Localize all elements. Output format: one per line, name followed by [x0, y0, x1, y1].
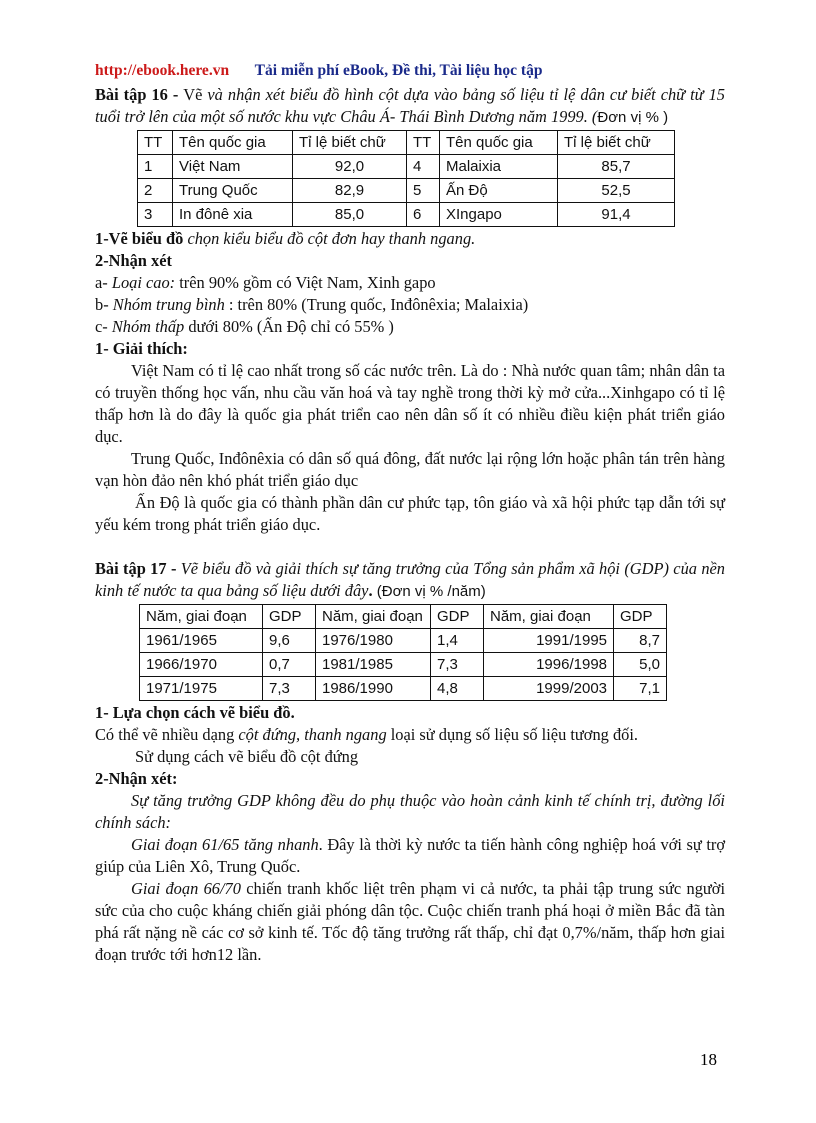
table-cell: Việt Nam — [173, 155, 293, 179]
ex17-prompt-text: Vẽ biểu đồ và giải thích sự tăng trưởng của Tổng sản phẩm xã hội (GDP) của nền kinh tế nước ta qua bảng số liệu dưới đây — [95, 559, 725, 600]
ex16-step2-label: 2-Nhận xét — [95, 251, 172, 270]
table-cell: 1,4 — [431, 629, 484, 653]
header-cell: Năm, giai đoạn — [140, 605, 263, 629]
table-row — [140, 653, 667, 677]
table-cell: 1996/1998 — [484, 653, 614, 677]
ex16-unit: Đơn vị % ) — [597, 109, 669, 126]
table-cell: 7,1 — [614, 677, 667, 701]
table-cell: 5,0 — [614, 653, 667, 677]
ex16-prompt — [95, 84, 725, 129]
ex17-paragraph: Sự tăng trưởng GDP không đều do phụ thuộc vào hoàn cảnh kinh tế chính trị, đường lối chính sách: — [95, 791, 725, 832]
item-text: dưới 80% (Ấn Độ chỉ có 55% ) — [184, 317, 394, 336]
header-cell: GDP — [614, 605, 667, 629]
text-span: Có thể vẽ nhiều dạng — [95, 725, 239, 744]
header-cell: Tên quốc gia — [173, 131, 293, 155]
ex16-prompt-text: và nhận xét biểu đồ hình cột dựa vào bảng số liệu tỉ lệ dân cư biết chữ từ 15 tuổi trở lên của một số nước khu vực Châu Á- Thái Bình Dương năm 1999. ( — [95, 85, 725, 126]
item-prefix: b- — [95, 295, 113, 314]
ex17-step1-line2: Sử dụng cách vẽ biểu đồ cột đứng — [135, 747, 359, 766]
item-prefix: a- — [95, 273, 112, 292]
ex16-paragraph: Trung Quốc, Inđônêxia có dân số quá đông, đất nước lại rộng lớn hoặc phân tán trên hàng vạn hòn đảo nên khó phát triển giáo dục — [95, 449, 725, 490]
ex16-paragraph: Việt Nam có tỉ lệ cao nhất trong số các nước trên. Là do : Nhà nước quan tâm; nhân dân ta có truyền thống học vấn, nhu cầu văn hoá và tay nghề trong thời kỳ mở cửa...Xinhgapo có tỉ lệ thấp hơn là do đây là quốc gia phát triển cao nên dân số ít có nhiều điều kiện phát triển giáo dục. — [95, 361, 725, 446]
header-title: Tải miễn phí eBook, Đề thi, Tài liệu học tập — [254, 62, 543, 79]
literacy-table — [137, 130, 675, 227]
table-cell: 85,7 — [558, 155, 675, 179]
table-cell: 82,9 — [293, 179, 407, 203]
table-cell: 3 — [138, 203, 173, 227]
table-cell: 1976/1980 — [316, 629, 431, 653]
table-cell: 1966/1970 — [140, 653, 263, 677]
ex16-item-a — [95, 272, 725, 294]
text-span: chiến tranh khốc liệt trên phạm vi cả nước, ta phải tập trung sức người sức của cho cuộc kháng chiến giải phóng dân tộc. Cuộc chiến tranh phá hoại ở miền Bắc đã tàn phá rất nặng nề các cơ sở kinh tế. Tốc độ tăng trưởng rất thấp, chỉ đạt 0,7%/năm, thấp hơn giai đoạn trước tới hơn12 lần. — [95, 879, 726, 964]
table-cell: 4 — [407, 155, 440, 179]
table-cell: 0,7 — [263, 653, 316, 677]
ex17-dot: . — [368, 581, 373, 600]
ex16-step1-label: 1-Vẽ biểu đồ — [95, 229, 184, 248]
ex16-step3-label: 1- Giải thích: — [95, 339, 188, 358]
ex16-dash: - — [167, 85, 184, 104]
table-cell: Malaixia — [440, 155, 558, 179]
item-text: : trên 80% (Trung quốc, Inđônêxia; Malaixia) — [224, 295, 529, 314]
table-cell: 91,4 — [558, 203, 675, 227]
header-cell: GDP — [263, 605, 316, 629]
header-cell: TT — [138, 131, 173, 155]
text-italic: Giai đoạn 61/65 tăng nhanh — [131, 835, 319, 854]
ex16-verb: Vẽ — [183, 85, 208, 104]
table-row — [138, 179, 675, 203]
header-cell: Năm, giai đoạn — [316, 605, 431, 629]
table-row — [140, 677, 667, 701]
table-cell: XIngapo — [440, 203, 558, 227]
item-label: Loại cao: — [111, 273, 176, 292]
ex17-prompt — [95, 558, 725, 603]
ex17-step2-label: 2-Nhận xét: — [95, 769, 178, 788]
table-cell: 4,8 — [431, 677, 484, 701]
item-prefix: c- — [95, 317, 112, 336]
table-cell: 1991/1995 — [484, 629, 614, 653]
table-header-row — [140, 605, 667, 629]
item-label: Nhóm trung bình — [112, 295, 225, 314]
ex17-step1-text — [95, 724, 725, 746]
header-cell: Năm, giai đoạn — [484, 605, 614, 629]
text-italic: cột đứng, thanh ngang — [238, 725, 387, 744]
table-cell: 85,0 — [293, 203, 407, 227]
ex17-label: Bài tập 17 - — [95, 559, 177, 578]
item-text: trên 90% gồm có Việt Nam, Xinh gapo — [175, 273, 436, 292]
table-cell: 1981/1985 — [316, 653, 431, 677]
header-cell: GDP — [431, 605, 484, 629]
page-number: 18 — [700, 1050, 717, 1069]
ex17-paragraph — [95, 878, 725, 966]
table-cell: Ấn Độ — [440, 179, 558, 203]
ex16-paragraph: Ấn Độ là quốc gia có thành phần dân cư phức tạp, tôn giáo và xã hội phức tạp dẫn tới sự yếu kém trong phát triển giáo dục. — [95, 493, 725, 534]
ex17-step1-label: 1- Lựa chọn cách vẽ biểu đồ. — [95, 703, 295, 722]
header-cell: Tỉ lệ biết chữ — [293, 131, 407, 155]
ex16-label: Bài tập 16 — [95, 85, 168, 104]
gdp-table — [139, 604, 667, 701]
table-row — [138, 155, 675, 179]
table-cell: Trung Quốc — [173, 179, 293, 203]
table-cell: 1 — [138, 155, 173, 179]
document-page — [95, 60, 725, 966]
table-cell: 1961/1965 — [140, 629, 263, 653]
table-header-row — [138, 131, 675, 155]
header-cell: Tỉ lệ biết chữ — [558, 131, 675, 155]
table-cell: 92,0 — [293, 155, 407, 179]
table-cell: 2 — [138, 179, 173, 203]
page-header — [95, 60, 725, 82]
table-cell: 1971/1975 — [140, 677, 263, 701]
header-site-link[interactable]: http://ebook.here.vn — [95, 62, 230, 79]
table-cell: 1999/2003 — [484, 677, 614, 701]
table-row — [140, 629, 667, 653]
text-span: loại sử dụng số liệu số liệu tương đối. — [386, 725, 638, 744]
table-cell: 5 — [407, 179, 440, 203]
table-cell: In đônê xia — [173, 203, 293, 227]
ex16-step1 — [95, 228, 725, 250]
table-cell: 7,3 — [431, 653, 484, 677]
table-row — [138, 203, 675, 227]
table-cell: 6 — [407, 203, 440, 227]
table-cell: 52,5 — [558, 179, 675, 203]
text-span: . Đây là thời kỳ nước ta tiến hành công nghiệp hoá với sự trợ giúp của Liên Xô, Trung Quốc. — [95, 835, 726, 876]
ex16-step1-text: chọn kiểu biểu đồ cột đơn hay thanh ngang. — [187, 229, 476, 248]
text-italic: Giai đoạn 66/70 — [131, 879, 241, 898]
ex16-item-b — [95, 294, 725, 316]
table-cell: 7,3 — [263, 677, 316, 701]
ex17-unit: (Đơn vị % /năm) — [372, 583, 486, 600]
table-cell: 1986/1990 — [316, 677, 431, 701]
ex17-paragraph — [95, 834, 725, 878]
header-cell: Tên quốc gia — [440, 131, 558, 155]
ex16-item-c — [95, 316, 725, 338]
header-cell: TT — [407, 131, 440, 155]
table-cell: 8,7 — [614, 629, 667, 653]
item-label: Nhóm thấp — [111, 317, 185, 336]
table-cell: 9,6 — [263, 629, 316, 653]
